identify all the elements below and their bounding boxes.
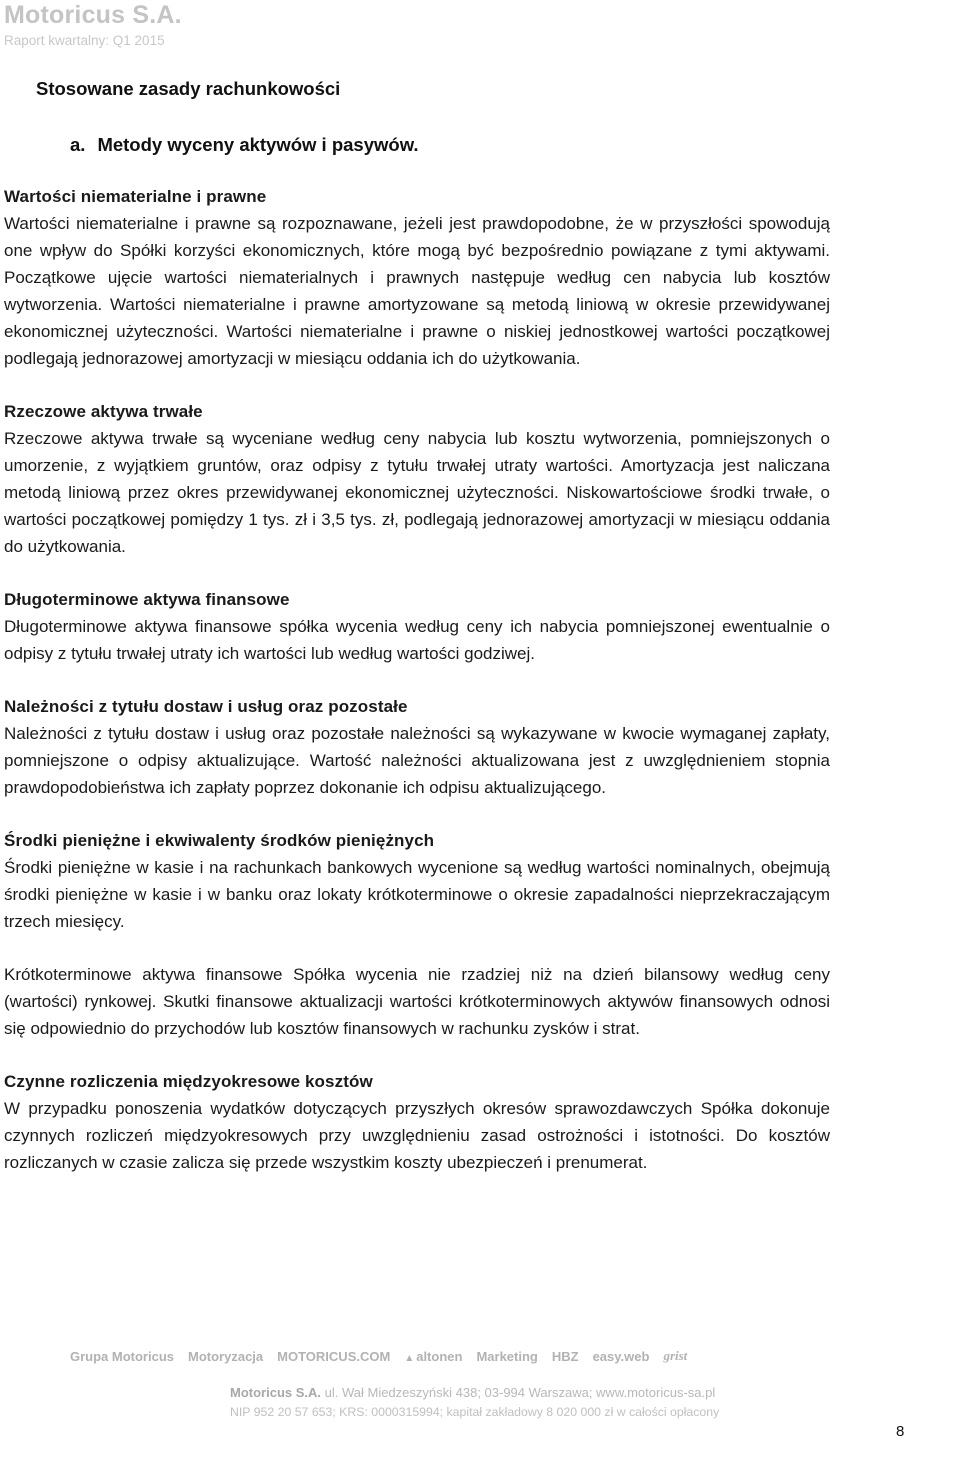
section-receivables (4, 693, 830, 801)
section-cash (4, 827, 830, 935)
paragraph: W przypadku ponoszenia wydatków dotyczących przyszłych okresów sprawozdawczych Spółka dokonuje czynnych rozliczeń międzyokresowych przy uwzględnieniu zasad ostrożności i istotności. Do kosztów rozliczanych w czasie zalicza się przede wszystkim koszty ubezpieczeń i prenumerat. (4, 1099, 830, 1172)
logo-easy-web: easy.web (592, 1348, 650, 1364)
section-heading: Czynne rozliczenia międzyokresowe kosztów (4, 1072, 373, 1091)
logo-motoricus-com: MOTORICUS.COM (277, 1348, 391, 1364)
logo-altonen: ▲ altonen (404, 1349, 462, 1364)
section-heading: Długoterminowe aktywa finansowe (4, 590, 290, 609)
section-long-term-financial-assets (4, 586, 830, 667)
footer-address (230, 1385, 715, 1400)
footer-address-text: ul. Wał Miedzeszyński 438; 03-994 Warszawa; www.motoricus-sa.pl (321, 1385, 716, 1400)
page-number: 8 (896, 1423, 905, 1440)
section-intangible-assets (4, 183, 830, 372)
section-prepaid-expenses (4, 1068, 830, 1176)
section-heading: Należności z tytułu dostaw i usług oraz pozostałe (4, 697, 408, 716)
footer-registry: NIP 952 20 57 653; KRS: 0000315994; kapitał zakładowy 8 020 000 zł w całości opłacony (230, 1405, 720, 1419)
subsection-letter: a. (70, 134, 86, 155)
paragraph: Należności z tytułu dostaw i usług oraz pozostałe należności są wykazywane w kwocie wymaganej zapłaty, pomniejszone o odpisy aktualizujące. Wartość należności aktualizowana jest z uwzględnieniem stopnia prawdopodobieństwa ich zapłaty poprzez dokonanie ich odpisu aktualizującego. (4, 724, 830, 797)
logo-motoryzacja: Motoryzacja (188, 1348, 264, 1364)
logo-hbz: HBZ (551, 1348, 579, 1364)
section-heading: Rzeczowe aktywa trwałe (4, 402, 203, 421)
paragraph: Wartości niematerialne i prawne są rozpoznawane, jeżeli jest prawdopodobne, że w przyszłości spowodują one wpływ do Spółki korzyści ekonomicznych, które mogą być bezpośrednio powiązane z tymi aktywami. Początkowe ujęcie wartości niematerialnych i prawnych następuje według cen nabycia lub kosztów wytworzenia. Wartości niematerialne i prawne amortyzowane są metodą liniową w okresie przewidywanej ekonomicznej użyteczności. Wartości niematerialne i prawne o niskiej jednostkowej wartości początkowej podlegają jednorazowej amortyzacji w miesiącu oddania ich do użytkowania. (4, 214, 830, 368)
paragraph: Długoterminowe aktywa finansowe spółka wycenia według ceny ich nabycia pomniejszonej ewentualnie o odpisy z tytułu trwałej utraty ich wartości lub według wartości godziwej. (4, 617, 830, 663)
paragraph: Środki pieniężne w kasie i na rachunkach bankowych wycenione są według wartości nominalnych, obejmują środki pieniężne w kasie i w banku oraz lokaty krótkoterminowe o okresie zapadalności nieprzekraczającym trzech miesięcy. (4, 858, 830, 931)
report-period: Raport kwartalny: Q1 2015 (4, 33, 165, 48)
paragraph: Rzeczowe aktywa trwałe są wyceniane według ceny nabycia lub kosztu wytworzenia, pomniejszonych o umorzenie, z wyjątkiem gruntów, oraz odpisy z tytułu trwałej utraty wartości. Amortyzacja jest naliczana metodą liniową przez okres przewidywanej ekonomicznej użyteczności. Niskowartościowe środki trwałe, o wartości początkowej pomiędzy 1 tys. zł i 3,5 tys. zł, podlegają jednorazowej amortyzacji w miesiącu oddania do użytkowania. (4, 429, 830, 556)
section-heading: Środki pieniężne i ekwiwalenty środków pieniężnych (4, 831, 435, 850)
document-body (4, 183, 830, 1176)
section-fixed-assets (4, 398, 830, 560)
subsection-title (70, 134, 419, 156)
footer-company: Motoricus S.A. (230, 1385, 322, 1400)
footer-logo-strip (70, 1342, 770, 1370)
logo-grist: grist (663, 1348, 688, 1363)
section-short-term-financial-assets (4, 961, 830, 1042)
page-header (4, 0, 182, 48)
subsection-text: Metody wyceny aktywów i pasywów. (97, 134, 419, 155)
section-heading: Wartości niematerialne i prawne (4, 187, 267, 206)
logo-grupa-motoricus: Grupa Motoricus (70, 1348, 175, 1364)
company-name: Motoricus S.A. (4, 1, 182, 29)
section-title: Stosowane zasady rachunkowości (36, 78, 341, 99)
logo-marketing: Marketing (476, 1348, 538, 1364)
paragraph: Krótkoterminowe aktywa finansowe Spółka wycenia nie rzadziej niż na dzień bilansowy według ceny (wartości) rynkowej. Skutki finansowe aktualizacji wartości krótkoterminowych aktywów finansowych odnosi się odpowiednio do przychodów lub kosztów finansowych w rachunku zysków i strat. (4, 965, 830, 1038)
